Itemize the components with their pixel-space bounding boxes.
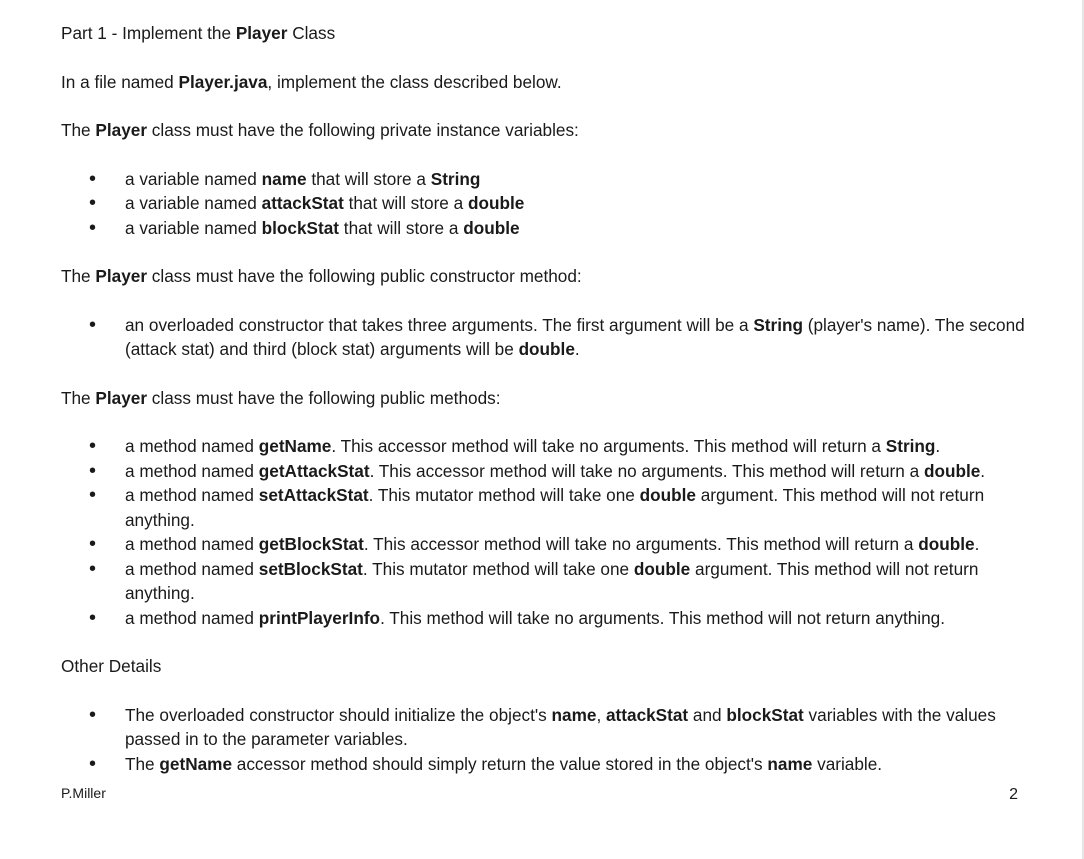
text-run: (player's name). The second (attack stat) and third (block stat) arguments will be — [125, 314, 1025, 359]
heading-class-name: Player — [235, 23, 288, 43]
bullet-list-ctor — [61, 313, 1036, 362]
text-run: argument. This method will not return anything. — [125, 558, 979, 603]
bold-term: double — [633, 558, 691, 579]
list-item — [61, 191, 1036, 216]
bold-term: double — [467, 193, 525, 213]
text-run: . — [935, 436, 941, 456]
list-item — [61, 557, 1036, 606]
text-run: variable. — [812, 753, 883, 774]
text-run: . This mutator method will take one — [368, 485, 640, 505]
bold-term: attackStat — [261, 193, 344, 213]
bold-term: getName — [159, 753, 232, 774]
text-run: . — [974, 534, 980, 554]
text-run: Other Details — [61, 656, 162, 676]
bold-term: name — [261, 168, 307, 189]
text-run: The overloaded constructor should initialize the object's — [125, 704, 552, 725]
text-run: a method named — [125, 485, 259, 505]
section-intro-vars — [61, 118, 1036, 143]
text-run: . This mutator method will take one — [362, 558, 634, 579]
list-item — [61, 216, 1036, 241]
intro-text: In a file named — [61, 71, 179, 92]
page-content — [61, 21, 1036, 800]
bold-term: getName — [258, 436, 332, 456]
bold-term: String — [885, 436, 936, 456]
text-run: The — [125, 753, 160, 774]
list-item — [61, 606, 1036, 631]
heading-text-end: Class — [287, 23, 336, 43]
text-run: . — [980, 460, 986, 481]
text-run: a method named — [125, 534, 259, 554]
intro-paragraph — [61, 70, 1036, 95]
text-run: class must have the following private instance variables: — [147, 120, 579, 140]
footer-author: P.Miller — [61, 785, 106, 801]
bold-term: Player — [95, 266, 148, 286]
footer-page-number: 2 — [1009, 786, 1018, 803]
text-run: a method named — [125, 460, 259, 481]
text-run: , — [596, 704, 606, 725]
bold-term: blockStat — [261, 217, 340, 238]
text-run: . This accessor method will take no arguments. This method will return a — [369, 460, 924, 481]
text-run: . This method will take no arguments. This method will not return anything. — [380, 607, 945, 628]
text-run: a variable named — [125, 217, 262, 238]
bold-term: double — [463, 217, 520, 238]
text-run: class must have the following public methods: — [147, 387, 501, 408]
text-run: argument. This method will not return anything. — [125, 485, 985, 530]
text-run: that will store a — [339, 217, 464, 238]
requirement-sections — [61, 118, 1036, 776]
intro-filename: Player.java — [178, 71, 268, 92]
section-intro-methods — [61, 386, 1036, 411]
text-run: . — [574, 339, 580, 359]
bullet-list-vars — [61, 167, 1036, 241]
section-intro-details — [61, 654, 1036, 679]
text-run: and — [688, 704, 727, 725]
bold-term: Player — [95, 120, 148, 140]
heading-text: Part 1 - Implement the — [61, 23, 236, 43]
text-run: The — [61, 266, 96, 286]
list-item — [61, 532, 1036, 557]
list-item — [61, 483, 1036, 532]
bold-term: setBlockStat — [258, 558, 363, 579]
bold-term: name — [767, 753, 813, 774]
text-run: that will store a — [343, 193, 468, 213]
bold-term: printPlayerInfo — [258, 607, 381, 628]
text-run: a method named — [125, 436, 259, 456]
bold-term: name — [551, 704, 597, 725]
text-run: a variable named — [125, 168, 262, 189]
text-run: variables with the values passed in to the parameter variables. — [125, 704, 996, 749]
bold-term: getBlockStat — [258, 534, 364, 554]
bold-term: attackStat — [606, 704, 689, 725]
bold-term: double — [923, 460, 981, 481]
text-run: a method named — [125, 607, 259, 628]
text-run: accessor method should simply return the value stored in the object's — [232, 753, 768, 774]
text-run: an overloaded constructor that takes three arguments. The first argument will be a — [125, 314, 754, 335]
section-intro-ctor — [61, 264, 1036, 289]
text-run: The — [61, 120, 96, 140]
bold-term: double — [918, 534, 975, 554]
list-item — [61, 434, 1036, 459]
bold-term: double — [639, 485, 696, 505]
text-run: a variable named — [125, 193, 262, 213]
bold-term: String — [430, 168, 481, 189]
text-run: . This accessor method will take no arguments. This method will return a — [331, 436, 886, 456]
bullet-list-methods — [61, 434, 1036, 630]
bold-term: Player — [95, 387, 148, 408]
section-heading — [61, 21, 1036, 46]
list-item — [61, 752, 1036, 777]
bold-term: getAttackStat — [258, 460, 370, 481]
text-run: a method named — [125, 558, 259, 579]
list-item — [61, 313, 1036, 362]
list-item — [61, 703, 1036, 752]
bold-term: double — [518, 339, 575, 359]
bold-term: setAttackStat — [258, 485, 369, 505]
bold-term: blockStat — [726, 704, 804, 725]
text-run: class must have the following public constructor method: — [147, 266, 582, 286]
text-run: . This accessor method will take no arguments. This method will return a — [363, 534, 919, 554]
intro-text-end: , implement the class described below. — [267, 71, 562, 92]
text-run: that will store a — [306, 168, 431, 189]
bullet-list-details — [61, 703, 1036, 777]
bold-term: String — [753, 314, 803, 335]
list-item — [61, 167, 1036, 192]
list-item — [61, 459, 1036, 484]
text-run: The — [61, 387, 96, 408]
